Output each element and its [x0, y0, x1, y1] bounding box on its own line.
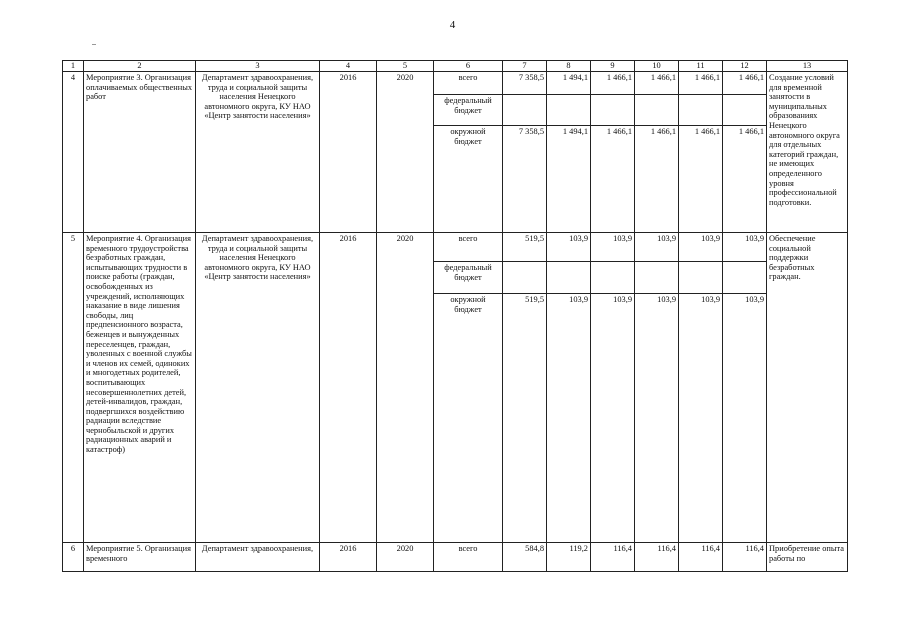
row-number: 4 — [63, 72, 84, 233]
amount-cell: 103,9 — [591, 233, 635, 262]
amount-cell: 584,8 — [503, 543, 547, 572]
amount-cell — [591, 262, 635, 294]
executor: Департамент здравоохранения, — [196, 543, 320, 572]
amount-cell: 7 358,5 — [503, 126, 547, 233]
amount-cell: 1 466,1 — [635, 72, 679, 95]
column-header: 3 — [196, 61, 320, 72]
amount-cell — [679, 262, 723, 294]
event-name: Мероприятие 3. Организация оплачиваемых общественных работ — [84, 72, 196, 233]
amount-cell: 116,4 — [679, 543, 723, 572]
table-row — [63, 72, 848, 95]
event-name: Мероприятие 5. Организация временного — [84, 543, 196, 572]
amount-cell: 519,5 — [503, 294, 547, 543]
column-header: 9 — [591, 61, 635, 72]
amount-cell: 1 466,1 — [635, 126, 679, 233]
amount-cell: 1 466,1 — [679, 126, 723, 233]
amount-cell: 103,9 — [723, 233, 767, 262]
end-year: 2020 — [377, 72, 434, 233]
funding-source: федеральный бюджет — [434, 262, 503, 294]
end-year: 2020 — [377, 543, 434, 572]
amount-cell — [547, 262, 591, 294]
amount-cell: 103,9 — [679, 233, 723, 262]
amount-cell: 103,9 — [635, 233, 679, 262]
executor: Департамент здравоохранения, труда и социальной защиты населения Ненецкого автономного округа, КУ НАО «Центр занятости населения» — [196, 233, 320, 543]
amount-cell — [679, 95, 723, 126]
amount-cell: 119,2 — [547, 543, 591, 572]
amount-cell: 116,4 — [723, 543, 767, 572]
amount-cell: 103,9 — [679, 294, 723, 543]
amount-cell — [635, 95, 679, 126]
row-number: 5 — [63, 233, 84, 543]
amount-cell: 116,4 — [591, 543, 635, 572]
amount-cell: 519,5 — [503, 233, 547, 262]
start-year: 2016 — [320, 233, 377, 543]
column-header: 6 — [434, 61, 503, 72]
end-year: 2020 — [377, 233, 434, 543]
scan-speck — [92, 44, 96, 45]
event-name: Мероприятие 4. Организация временного трудоустройства безработных граждан, испытывающих трудности в поиске работы (граждан, освобожденных из учреждений, исполняющих наказание в виде лишения свободы, лиц предпенсионного возраста, беженцев и вынужденных переселенцев, граждан, уволенных с военной службы и членов их семей, одиноких и многодетных родителей, воспитывающих несовершеннолетних детей, детей-инвалидов, граждан, подвергшихся воздействию радиации вследствие чернобыльской и других радиационных аварий и катастроф) — [84, 233, 196, 543]
column-header: 1 — [63, 61, 84, 72]
amount-cell — [503, 262, 547, 294]
amount-cell: 116,4 — [635, 543, 679, 572]
column-header: 10 — [635, 61, 679, 72]
expected-result: Приобретение опыта работы по — [767, 543, 848, 572]
funding-source: окружной бюджет — [434, 126, 503, 233]
start-year: 2016 — [320, 543, 377, 572]
column-header: 8 — [547, 61, 591, 72]
amount-cell: 103,9 — [591, 294, 635, 543]
amount-cell: 1 466,1 — [723, 72, 767, 95]
funding-source: федеральный бюджет — [434, 95, 503, 126]
amount-cell: 1 466,1 — [591, 126, 635, 233]
funding-source: всего — [434, 72, 503, 95]
column-header: 4 — [320, 61, 377, 72]
amount-cell: 7 358,5 — [503, 72, 547, 95]
column-header: 5 — [377, 61, 434, 72]
funding-source: окружной бюджет — [434, 294, 503, 543]
amount-cell — [723, 95, 767, 126]
column-header: 2 — [84, 61, 196, 72]
amount-cell: 1 494,1 — [547, 72, 591, 95]
amount-cell: 1 466,1 — [591, 72, 635, 95]
program-table — [62, 60, 848, 572]
amount-cell: 103,9 — [547, 233, 591, 262]
amount-cell — [503, 95, 547, 126]
expected-result: Создание условий для временной занятости в муниципальных образованиях Ненецкого автономного округа для отдельных категорий граждан, не имеющих определенного уровня профессиональной подготовки. — [767, 72, 848, 233]
amount-cell: 1 466,1 — [679, 72, 723, 95]
executor: Департамент здравоохранения, труда и социальной защиты населения Ненецкого автономного округа, КУ НАО «Центр занятости населения» — [196, 72, 320, 233]
table-header-row — [63, 61, 848, 72]
amount-cell — [635, 262, 679, 294]
amount-cell: 103,9 — [547, 294, 591, 543]
amount-cell: 103,9 — [723, 294, 767, 543]
column-header: 12 — [723, 61, 767, 72]
amount-cell: 1 466,1 — [723, 126, 767, 233]
amount-cell — [723, 262, 767, 294]
funding-source: всего — [434, 543, 503, 572]
funding-source: всего — [434, 233, 503, 262]
amount-cell: 103,9 — [635, 294, 679, 543]
column-header: 11 — [679, 61, 723, 72]
start-year: 2016 — [320, 72, 377, 233]
page-number: 4 — [449, 19, 456, 31]
amount-cell — [547, 95, 591, 126]
column-header: 13 — [767, 61, 848, 72]
table-row — [63, 543, 848, 572]
expected-result: Обеспечение социальной поддержки безработных граждан. — [767, 233, 848, 543]
table-row — [63, 233, 848, 262]
amount-cell: 1 494,1 — [547, 126, 591, 233]
row-number: 6 — [63, 543, 84, 572]
column-header: 7 — [503, 61, 547, 72]
amount-cell — [591, 95, 635, 126]
